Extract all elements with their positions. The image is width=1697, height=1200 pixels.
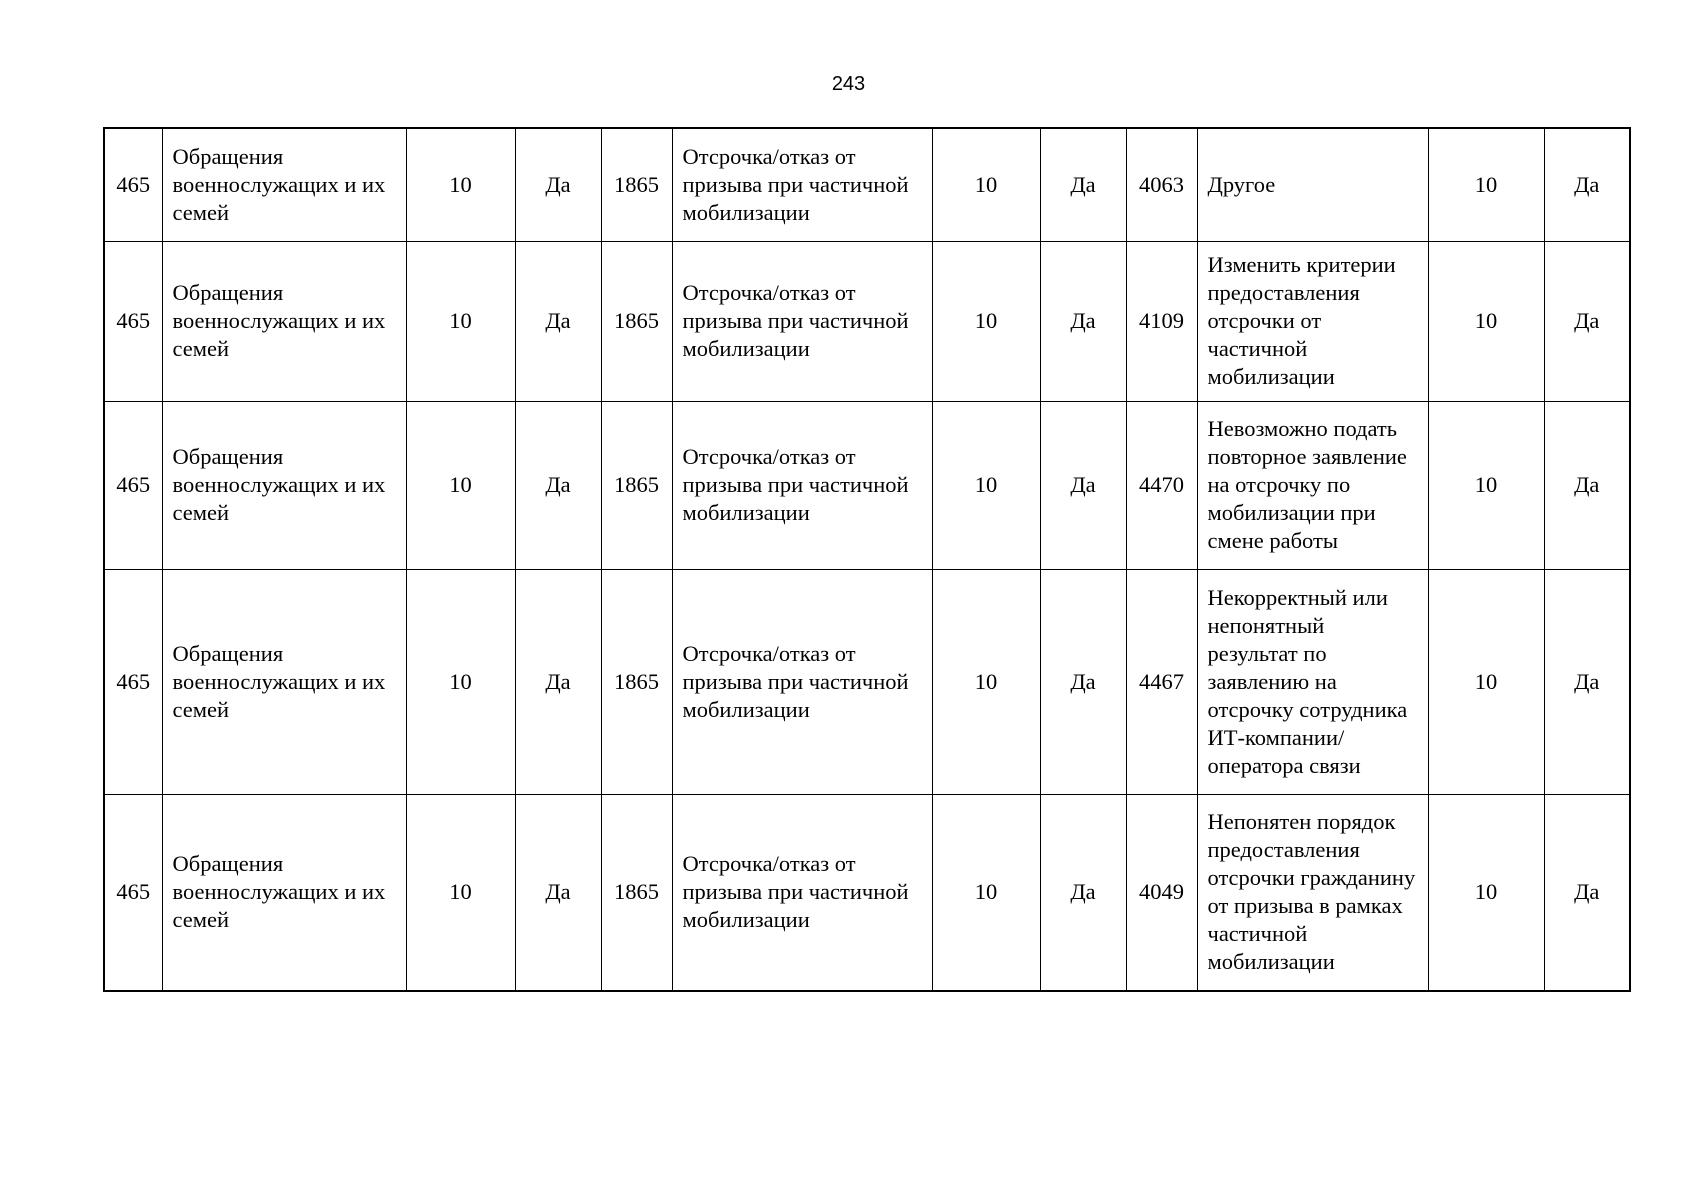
page-number: 243: [831, 73, 866, 95]
value-cell: 10: [406, 128, 515, 241]
table-row: [104, 401, 1630, 569]
category-cell: Обращения военнослужащих и их семей: [162, 794, 406, 991]
table-row: [104, 128, 1630, 241]
code-cell: 465: [104, 794, 162, 991]
code-cell: 4049: [1126, 794, 1197, 991]
category-cell: Обращения военнослужащих и их семей: [162, 401, 406, 569]
code-cell: 1865: [601, 401, 672, 569]
code-cell: 465: [104, 401, 162, 569]
value-cell: 10: [406, 401, 515, 569]
table-row: [104, 241, 1630, 401]
flag-cell: Да: [1040, 794, 1126, 991]
code-cell: 465: [104, 128, 162, 241]
value-cell: 10: [1428, 401, 1544, 569]
category-cell: Обращения военнослужащих и их семей: [162, 128, 406, 241]
flag-cell: Да: [1040, 569, 1126, 794]
topic-cell: Другое: [1197, 128, 1428, 241]
code-cell: 1865: [601, 128, 672, 241]
value-cell: 10: [1428, 794, 1544, 991]
code-cell: 465: [104, 569, 162, 794]
topic-cell: Некорректный или непонятный результат по заявлению на отсрочку сотрудника ИТ-компании/оператора связи: [1197, 569, 1428, 794]
flag-cell: Да: [1544, 401, 1630, 569]
subcategory-cell: Отсрочка/отказ от призыва при частичной мобилизации: [672, 569, 932, 794]
code-cell: 4063: [1126, 128, 1197, 241]
flag-cell: Да: [1544, 128, 1630, 241]
flag-cell: Да: [1040, 401, 1126, 569]
subcategory-cell: Отсрочка/отказ от призыва при частичной мобилизации: [672, 128, 932, 241]
flag-cell: Да: [1544, 241, 1630, 401]
code-cell: 1865: [601, 794, 672, 991]
value-cell: 10: [1428, 241, 1544, 401]
flag-cell: Да: [515, 569, 601, 794]
flag-cell: Да: [1040, 128, 1126, 241]
flag-cell: Да: [1544, 569, 1630, 794]
table-row: [104, 794, 1630, 991]
value-cell: 10: [406, 569, 515, 794]
value-cell: 10: [1428, 128, 1544, 241]
category-cell: Обращения военнослужащих и их семей: [162, 569, 406, 794]
value-cell: 10: [932, 241, 1040, 401]
category-cell: Обращения военнослужащих и их семей: [162, 241, 406, 401]
value-cell: 10: [932, 128, 1040, 241]
subcategory-cell: Отсрочка/отказ от призыва при частичной мобилизации: [672, 794, 932, 991]
topic-cell: Непонятен порядок предоставления отсрочки гражданину от призыва в рамках частичной мобилизации: [1197, 794, 1428, 991]
flag-cell: Да: [1544, 794, 1630, 991]
flag-cell: Да: [515, 401, 601, 569]
code-cell: 4109: [1126, 241, 1197, 401]
flag-cell: Да: [1040, 241, 1126, 401]
value-cell: 10: [932, 794, 1040, 991]
data-table: [103, 127, 1631, 992]
value-cell: 10: [1428, 569, 1544, 794]
flag-cell: Да: [515, 128, 601, 241]
subcategory-cell: Отсрочка/отказ от призыва при частичной мобилизации: [672, 241, 932, 401]
value-cell: 10: [406, 794, 515, 991]
subcategory-cell: Отсрочка/отказ от призыва при частичной мобилизации: [672, 401, 932, 569]
value-cell: 10: [932, 401, 1040, 569]
flag-cell: Да: [515, 794, 601, 991]
flag-cell: Да: [515, 241, 601, 401]
value-cell: 10: [932, 569, 1040, 794]
topic-cell: Изменить критерии предоставления отсрочки от частичной мобилизации: [1197, 241, 1428, 401]
code-cell: 1865: [601, 569, 672, 794]
table-row: [104, 569, 1630, 794]
code-cell: 4470: [1126, 401, 1197, 569]
code-cell: 1865: [601, 241, 672, 401]
code-cell: 4467: [1126, 569, 1197, 794]
code-cell: 465: [104, 241, 162, 401]
value-cell: 10: [406, 241, 515, 401]
topic-cell: Невозможно подать повторное заявление на отсрочку по мобилизации при смене работы: [1197, 401, 1428, 569]
